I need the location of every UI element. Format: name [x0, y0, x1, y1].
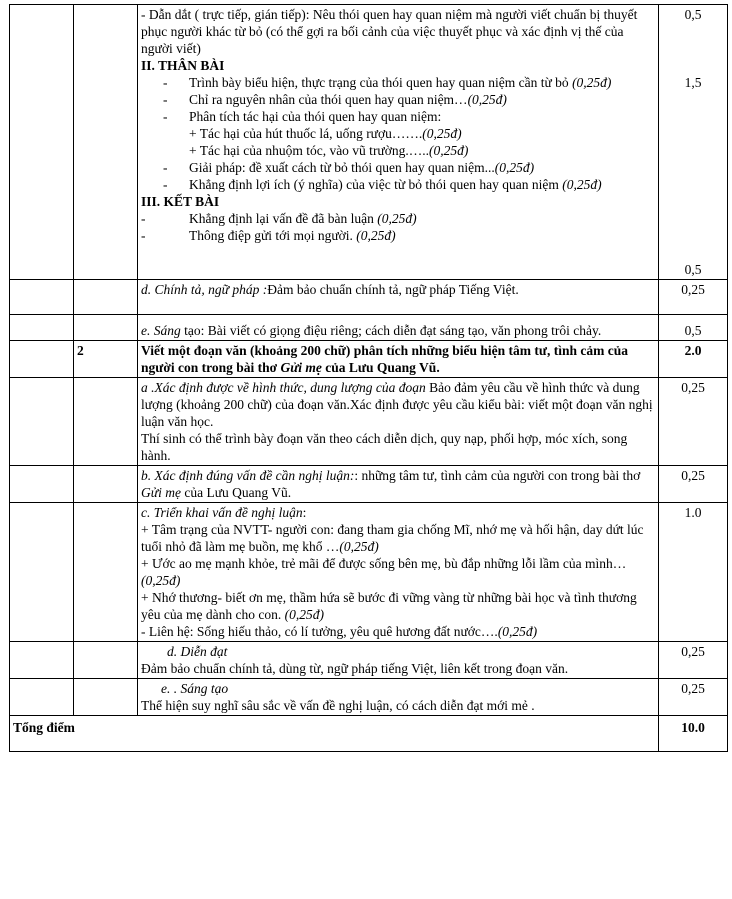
cell-empty [74, 5, 138, 280]
criterion-e-score: 0,25 [659, 679, 728, 716]
list-item: - Giải pháp: đề xuất cách từ bỏ thói quen hay quan niệm...(0,25đ) [141, 159, 655, 176]
table-row [10, 642, 728, 679]
question-score: 2.0 [659, 341, 728, 378]
total-label: Tổng điểm [10, 716, 659, 752]
creative-criterion: e. Sáng tạo: Bài viết có giọng điệu riêng; cách diễn đạt sáng tạo, văn phong trôi chảy. [138, 315, 659, 341]
list-item: - Khẳng định lại vấn đề đã bàn luận (0,25đ) [141, 210, 655, 227]
criterion-a-score: 0,25 [659, 378, 728, 466]
spelling-criterion: d. Chính tả, ngữ pháp :Đảm bảo chuẩn chính tả, ngữ pháp Tiếng Việt. [138, 280, 659, 315]
criterion-c: c. Triển khai vấn đề nghị luận: + Tâm trạng của NVTT- người con: đang tham gia chống Mĩ, nhớ mẹ và hối hận, day dứt lúc tuổi nhỏ đã làm mẹ buồn, mẹ khổ …(0,25đ) + Ước ao mẹ mạnh khỏe, trẻ mãi để được sống bên mẹ, bù đắp những lỗi lầm của mình… (0,25đ) + Nhớ thương- biết ơn mẹ, thầm hứa sẽ bước đi vững vàng từ những bài học và tình thương yêu của mẹ dành cho con. (0,25đ) - Liên hệ: Sống hiếu thảo, có lí tưởng, yêu quê hương đất nước….(0,25đ) [138, 503, 659, 642]
list-item: + Ước ao mẹ mạnh khỏe, trẻ mãi để được sống bên mẹ, bù đắp những lỗi lầm của mình… (0,25đ) [141, 556, 627, 588]
table-row [10, 378, 728, 466]
table-row-total [10, 716, 728, 752]
grading-rubric-table [9, 4, 728, 752]
table-row [10, 315, 728, 341]
criterion-b: b. Xác định đúng vấn đề cần nghị luận:: những tâm tư, tình cảm của người con trong bài thơ Gửi mẹ của Lưu Quang Vũ. [138, 466, 659, 503]
criterion-d: d. Diễn đạt Đảm bảo chuẩn chính tả, dùng từ, ngữ pháp tiếng Việt, liên kết trong đoạn văn. [138, 642, 659, 679]
body-heading: II. THÂN BÀI [141, 58, 225, 73]
list-item: + Tâm trạng của NVTT- người con: đang tham gia chống Mĩ, nhớ mẹ và hối hận, day dứt lúc tuổi nhỏ đã làm mẹ buồn, mẹ khổ …(0,25đ) [141, 522, 644, 554]
spelling-score: 0,25 [659, 280, 728, 315]
question-number: 2 [74, 341, 138, 378]
table-row [10, 503, 728, 642]
list-item: - Trình bày biểu hiện, thực trạng của thói quen hay quan niệm cần từ bỏ (0,25đ) [141, 74, 655, 91]
criterion-b-score: 0,25 [659, 466, 728, 503]
table-row [10, 5, 728, 280]
intro-lead-text: - Dẫn dắt ( trực tiếp, gián tiếp): Nêu thói quen hay quan niệm mà người viết chuẩn bị thuyết phục người khác từ bỏ (có thể gợi ra bối cảnh của việc thuyết phục và xác định vị thế của người viết) [141, 7, 638, 56]
score-cell [659, 5, 728, 280]
conclusion-heading: III. KẾT BÀI [141, 194, 220, 209]
list-item: - Thông điệp gửi tới mọi người. (0,25đ) [141, 227, 655, 244]
list-subitem: + Tác hại của hút thuốc lá, uống rượu…….(0,25đ) [189, 126, 462, 141]
list-subitem: + Tác hại của nhuộm tóc, vào vũ trường.…..(0,25đ) [189, 143, 469, 158]
conclusion-score: 0,5 [684, 262, 702, 277]
table-row [10, 466, 728, 503]
list-item: + Nhớ thương- biết ơn mẹ, thầm hứa sẽ bước đi vững vàng từ những bài học và tình thương yêu của mẹ dành cho con. (0,25đ) [141, 590, 637, 622]
list-item: - Khẳng định lợi ích (ý nghĩa) của việc từ bỏ thói quen hay quan niệm (0,25đ) [141, 176, 655, 193]
intro-score: 0,5 [684, 7, 702, 22]
question-title: Viết một đoạn văn (khoảng 200 chữ) phân tích những biểu hiện tâm tư, tình cảm của người con trong bài thơ Gửi mẹ của Lưu Quang Vũ. [138, 341, 659, 378]
table-row [10, 341, 728, 378]
body-score: 1,5 [684, 75, 702, 90]
list-item: - Phân tích tác hại của thói quen hay quan niệm: [141, 108, 655, 125]
cell-empty [10, 5, 74, 280]
criterion-e: e. . Sáng tạo Thể hiện suy nghĩ sâu sắc về vấn đề nghị luận, có cách diễn đạt mới mẻ . [138, 679, 659, 716]
criterion-c-score: 1.0 [659, 503, 728, 642]
table-row [10, 280, 728, 315]
criterion-a: a .Xác định được về hình thức, dung lượng của đoạn Bảo đảm yêu cầu về hình thức và dung lượng (khoảng 200 chữ) của đoạn văn.Xác định được yêu cầu kiểu bài: viết một đoạn văn nghị luận văn học. Thí sinh có thể trình bày đoạn văn theo cách diễn dịch, quy nạp, phối hợp, móc xích, song hành. [138, 378, 659, 466]
essay-outline-cell [138, 5, 659, 280]
criterion-d-score: 0,25 [659, 642, 728, 679]
creative-score: 0,5 [659, 315, 728, 341]
total-score: 10.0 [659, 716, 728, 752]
table-row [10, 679, 728, 716]
list-item: - Liên hệ: Sống hiếu thảo, có lí tưởng, yêu quê hương đất nước….(0,25đ) [141, 624, 538, 639]
list-item: - Chỉ ra nguyên nhân của thói quen hay quan niệm…(0,25đ) [141, 91, 655, 108]
